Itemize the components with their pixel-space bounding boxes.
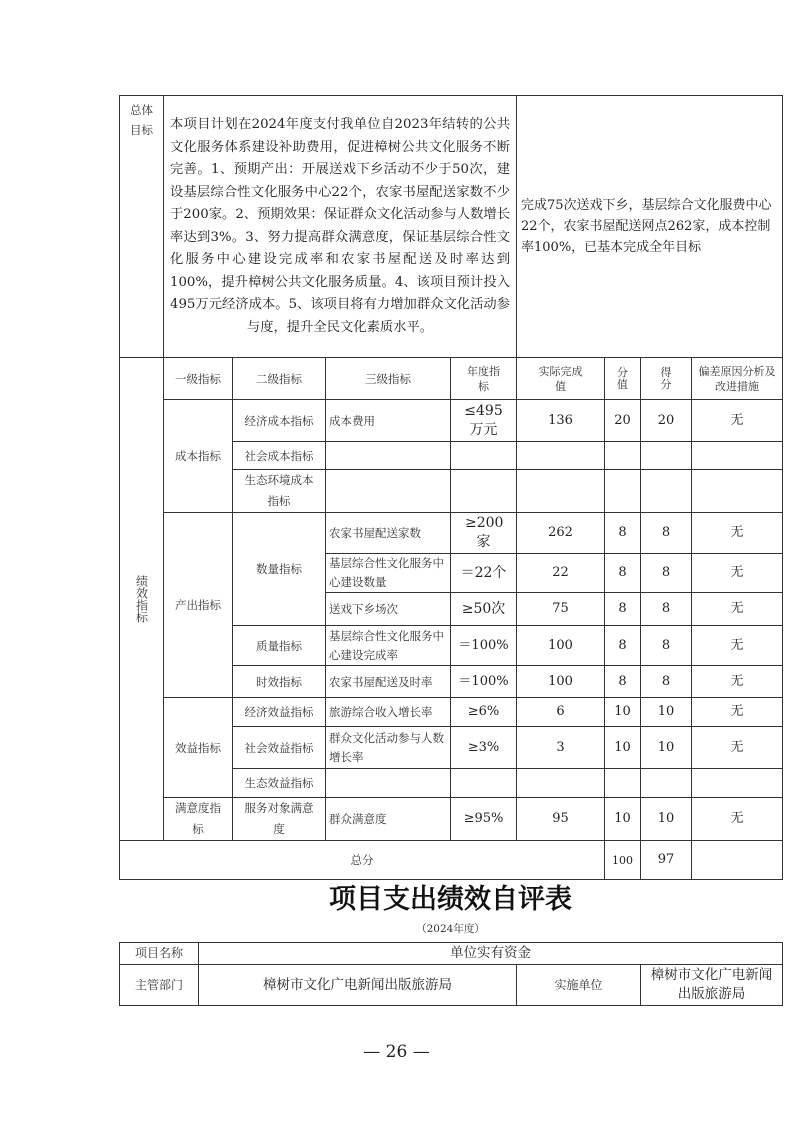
subgroup-quantity: 数量指标 [233, 513, 326, 626]
page-number: — 26 — [363, 1042, 430, 1062]
project-name-value: 单位实有资金 [199, 943, 783, 965]
subgroup-social-cost: 社会成本指标 [233, 442, 326, 470]
score-value: 10 [641, 798, 692, 841]
project-name-row [120, 943, 783, 965]
impl-value: 樟树市文化广电新闻出版旅游局 [641, 965, 783, 1006]
subgroup-timeliness: 时效指标 [233, 666, 326, 698]
header-level3: 三级指标 [326, 358, 451, 400]
dept-label: 主管部门 [120, 965, 199, 1006]
form-title: 项目支出绩效自评表 [329, 884, 572, 915]
annual-target: ≤495万元 [451, 400, 517, 442]
subgroup-eco-benefit: 生态效益指标 [233, 769, 326, 798]
header-level2: 二级指标 [233, 358, 326, 400]
header-annual-target: 年度指标 [451, 358, 517, 400]
actual-value: 75 [517, 593, 605, 626]
header-actual-value: 实际完成值 [517, 358, 605, 400]
indicator-name: 农家书屋配送家数 [326, 513, 451, 554]
actual-value: 6 [517, 698, 605, 727]
score-value: 20 [641, 400, 692, 442]
subgroup-social-benefit: 社会效益指标 [233, 727, 326, 769]
subgroup-service-satisfaction: 服务对象满意度 [233, 798, 326, 841]
score-value: 8 [641, 626, 692, 666]
deviation-value: 无 [692, 727, 783, 769]
actual-value: 262 [517, 513, 605, 554]
actual-value: 100 [517, 626, 605, 666]
indicator-name: 群众满意度 [326, 798, 451, 841]
form-year: （2024年度） [416, 923, 485, 935]
score-value: 8 [641, 513, 692, 554]
project-info-table [119, 942, 783, 1006]
goal-actual: 完成75次送戏下乡，基层综合文化服费中心22个，农家书屋配送网点262家，成本控制率100%，已基本完成全年目标 [517, 96, 783, 358]
score-value: 8 [641, 554, 692, 593]
annual-target: ≥50次 [451, 593, 517, 626]
annual-target: ≥95% [451, 798, 517, 841]
deviation-value: 无 [692, 593, 783, 626]
table-row [120, 513, 783, 554]
annual-target: ≥6% [451, 698, 517, 727]
weight-value: 8 [605, 513, 641, 554]
goal-label-cell [120, 96, 164, 358]
header-deviation: 偏差原因分析及改进措施 [692, 358, 783, 400]
total-row [120, 841, 783, 880]
indicator-name: 送戏下乡场次 [326, 593, 451, 626]
dept-row [120, 965, 783, 1006]
project-name-label: 项目名称 [120, 943, 199, 965]
weight-value: 10 [605, 698, 641, 727]
deviation-value: 无 [692, 626, 783, 666]
weight-value: 8 [605, 554, 641, 593]
annual-target: ≥200家 [451, 513, 517, 554]
indicator-name: 基层综合性文化服务中心建设数量 [326, 554, 451, 593]
indicator-name: 旅游综合收入增长率 [326, 698, 451, 727]
goal-planned: 本项目计划在2024年度支付我单位自2023年结转的公共文化服务体系建设补助费用，促进樟树公共文化服务不断完善。1、预期产出：开展送戏下乡活动不少于50次，建设基层综合性文化服务中心22个，农家书屋配送家数不少于200家。2、预期效果：保证群众文化活动参与人数增长率达到3%。3、努力提高群众满意度，保证基层综合性文化服务中心建设完成率和农家书屋配送及时率达到100%，提升樟树公共文化服务质量。4、该项目预计投入495万元经济成本。5、该项目将有力增加群众文化活动参与度，提升全民文化素质水平。 [164, 96, 517, 358]
actual-value: 3 [517, 727, 605, 769]
total-label: 总分 [120, 841, 605, 880]
impl-label: 实施单位 [517, 965, 641, 1006]
weight-value: 8 [605, 593, 641, 626]
weight-value: 10 [605, 798, 641, 841]
actual-value: 100 [517, 666, 605, 698]
dept-value: 樟树市文化广电新闻出版旅游局 [199, 965, 517, 1006]
goal-label: 总体目标 [130, 103, 153, 137]
indicator-name: 农家书屋配送及时率 [326, 666, 451, 698]
table-row [120, 798, 783, 841]
header-level1: 一级指标 [164, 358, 233, 400]
deviation-value: 无 [692, 513, 783, 554]
table-row [120, 698, 783, 727]
subgroup-econ-cost: 经济成本指标 [233, 400, 326, 442]
indicators-section-label: 绩效指标 [134, 575, 149, 623]
subgroup-econ-benefit: 经济效益指标 [233, 698, 326, 727]
deviation-value: 无 [692, 554, 783, 593]
deviation-value: 无 [692, 400, 783, 442]
indicator-name: 成本费用 [326, 400, 451, 442]
annual-target: ＝100% [451, 626, 517, 666]
group-cost: 成本指标 [164, 400, 233, 513]
indicator-name: 群众文化活动参与人数增长率 [326, 727, 451, 769]
subgroup-quality: 质量指标 [233, 626, 326, 666]
deviation-value: 无 [692, 798, 783, 841]
annual-target: ＝22个 [451, 554, 517, 593]
annual-target: ＝100% [451, 666, 517, 698]
score-value: 10 [641, 727, 692, 769]
performance-table [119, 95, 783, 880]
goal-row [120, 96, 783, 358]
group-benefit: 效益指标 [164, 698, 233, 798]
total-score: 97 [641, 841, 692, 880]
header-row [120, 358, 783, 400]
weight-value: 20 [605, 400, 641, 442]
score-value: 10 [641, 698, 692, 727]
header-weight: 分值 [605, 358, 641, 400]
group-satisfaction: 满意度指标 [164, 798, 233, 841]
actual-value: 136 [517, 400, 605, 442]
deviation-value: 无 [692, 698, 783, 727]
total-weight: 100 [605, 841, 641, 880]
group-output: 产出指标 [164, 513, 233, 698]
weight-value: 10 [605, 727, 641, 769]
header-score: 得分 [641, 358, 692, 400]
annual-target: ≥3% [451, 727, 517, 769]
indicators-section-cell [120, 358, 164, 841]
subgroup-eco-cost: 生态环境成本指标 [233, 470, 326, 513]
score-value: 8 [641, 666, 692, 698]
deviation-value: 无 [692, 666, 783, 698]
score-value: 8 [641, 593, 692, 626]
actual-value: 22 [517, 554, 605, 593]
actual-value: 95 [517, 798, 605, 841]
indicator-name: 基层综合性文化服务中心建设完成率 [326, 626, 451, 666]
weight-value: 8 [605, 666, 641, 698]
weight-value: 8 [605, 626, 641, 666]
table-row [120, 400, 783, 442]
